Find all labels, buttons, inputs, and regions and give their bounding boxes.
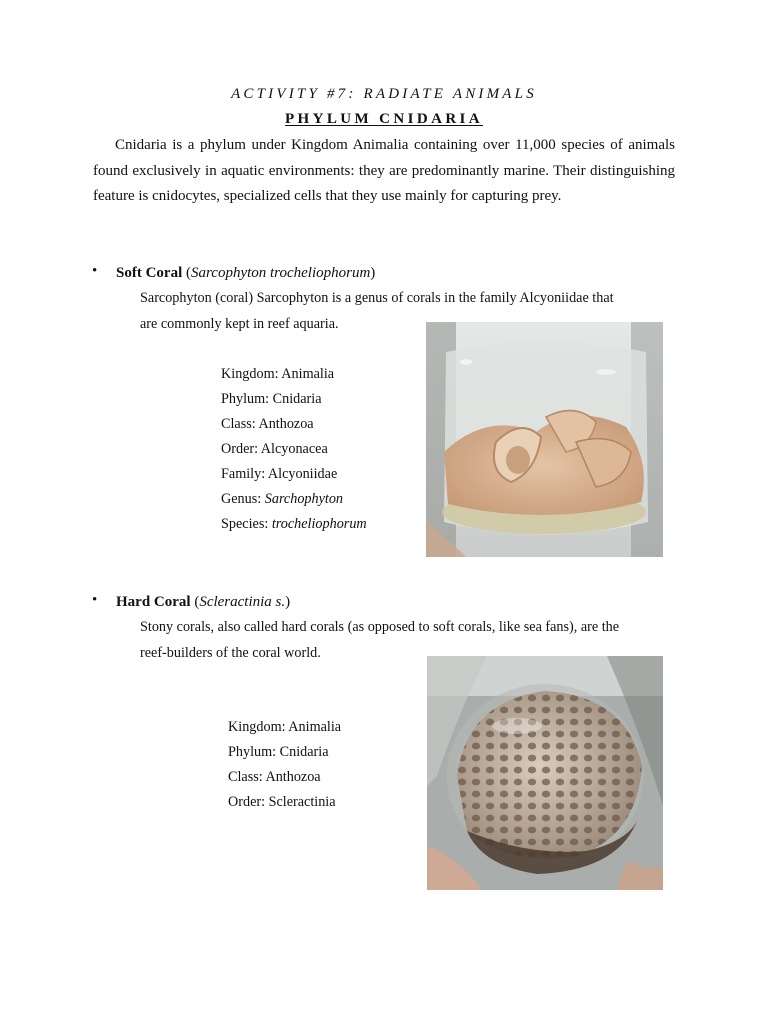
hard-coral-description-line1: Stony corals, also called hard corals (as opposed to soft corals, like sea fans), are the bbox=[140, 619, 620, 635]
document-subtitle: PHYLUM CNIDARIA bbox=[284, 111, 484, 127]
species-value: trocheliophorum bbox=[271, 516, 367, 532]
taxonomy-class: Class: Anthozoa bbox=[221, 416, 314, 432]
taxonomy-order: Order: Scleractinia bbox=[228, 794, 336, 810]
soft-coral-heading bbox=[116, 263, 375, 283]
soft-coral-name: Soft Coral bbox=[116, 265, 183, 281]
taxonomy-phylum: Phylum: Cnidaria bbox=[221, 391, 322, 407]
taxonomy-phylum: Phylum: Cnidaria bbox=[228, 744, 329, 760]
taxonomy-kingdom: Kingdom: Animalia bbox=[221, 366, 335, 382]
taxonomy-class: Class: Anthozoa bbox=[228, 769, 321, 785]
bullet-icon: • bbox=[92, 263, 98, 279]
hard-coral-photo bbox=[427, 656, 663, 890]
soft-coral-description-line2: are commonly kept in reef aquaria. bbox=[140, 316, 339, 332]
genus-label: Genus: bbox=[221, 491, 265, 507]
soft-coral-scientific-name: Sarcophyton trocheliophorum bbox=[191, 265, 371, 281]
taxonomy-kingdom: Kingdom: Animalia bbox=[228, 719, 342, 735]
document-title: ACTIVITY #7: RADIATE ANIMALS bbox=[231, 86, 537, 102]
taxonomy-order: Order: Alcyonacea bbox=[221, 441, 328, 457]
species-label: Species: bbox=[221, 516, 272, 532]
hard-coral-name: Hard Coral bbox=[116, 594, 191, 610]
paren-close: ) bbox=[370, 265, 376, 281]
genus-value: Sarchophyton bbox=[264, 491, 344, 507]
intro-paragraph: Cnidaria is a phylum under Kingdom Animalia containing over 11,000 species of animals found exclusively in aquatic environments: they are predominantly marine. Their distinguishing feature is cnidocytes, specialized cells that they use mainly for capturing prey. bbox=[93, 137, 675, 204]
hard-coral-taxonomy bbox=[228, 715, 341, 815]
taxonomy-family: Family: Alcyoniidae bbox=[221, 466, 338, 482]
paren-open: ( bbox=[190, 594, 200, 610]
hard-coral-heading bbox=[116, 592, 290, 612]
taxonomy-genus bbox=[221, 487, 367, 512]
soft-coral-photo bbox=[426, 322, 663, 557]
hard-coral-scientific-name: Scleractinia s. bbox=[199, 594, 286, 610]
bullet-icon: • bbox=[92, 592, 98, 608]
paren-close: ) bbox=[285, 594, 291, 610]
soft-coral-description-line1: Sarcophyton (coral) Sarcophyton is a genus of corals in the family Alcyoniidae that bbox=[140, 290, 614, 306]
hard-coral-description-line2: reef-builders of the coral world. bbox=[140, 645, 321, 661]
soft-coral-taxonomy bbox=[221, 362, 367, 537]
taxonomy-species bbox=[221, 512, 367, 537]
paren-open: ( bbox=[182, 265, 191, 281]
